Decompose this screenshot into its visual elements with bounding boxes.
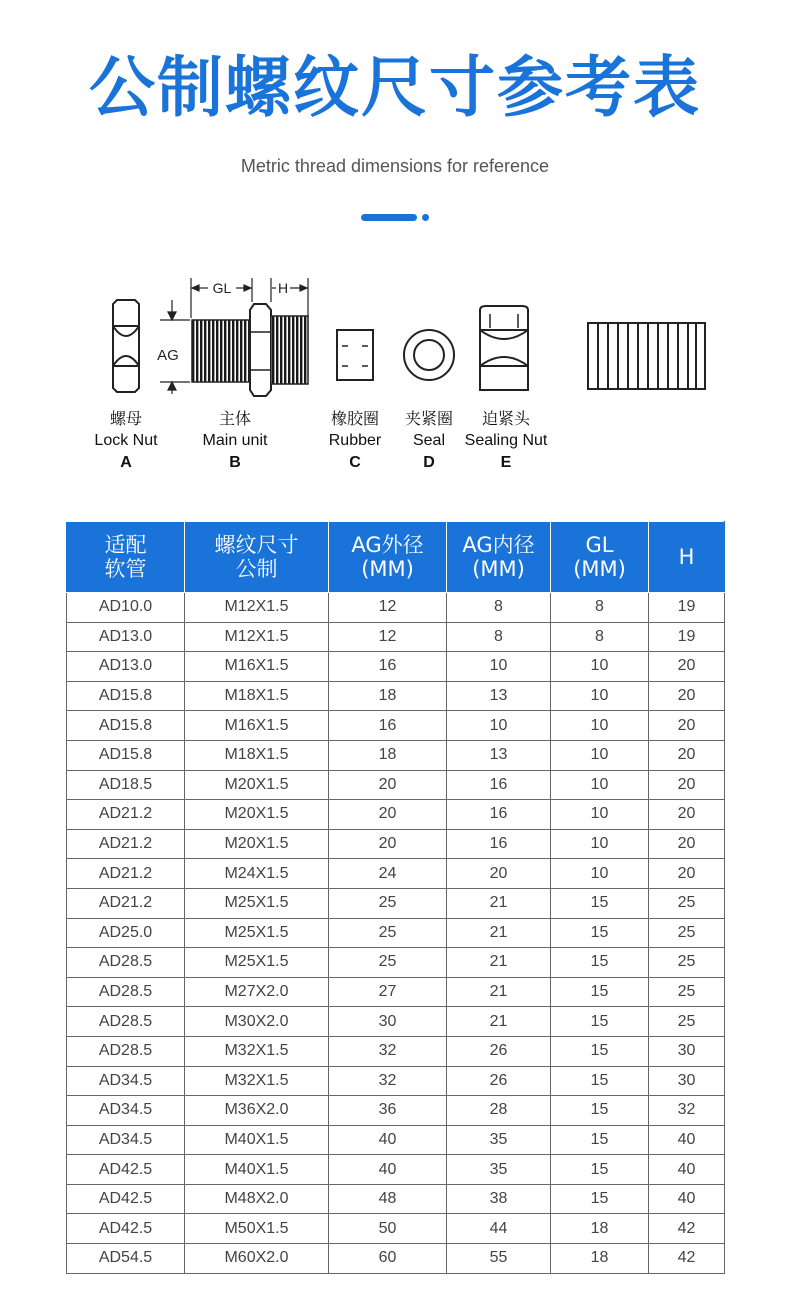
cell-ag-outer: 50 (329, 1214, 447, 1244)
cell-h: 42 (649, 1244, 725, 1274)
cell-gl: 10 (551, 711, 649, 741)
cell-gl: 15 (551, 1125, 649, 1155)
sealing-nut-drawing (480, 306, 528, 390)
cell-thread: M25X1.5 (185, 948, 329, 978)
cell-thread: M20X1.5 (185, 829, 329, 859)
cell-ag-outer: 12 (329, 622, 447, 652)
part-letter: D (423, 454, 435, 471)
cell-gl: 15 (551, 888, 649, 918)
cell-gl: 18 (551, 1214, 649, 1244)
part-label-rubber (320, 408, 390, 474)
cell-h: 25 (649, 977, 725, 1007)
cell-ag-outer: 20 (329, 800, 447, 830)
part-en: Lock Nut (94, 432, 158, 449)
cell-h: 20 (649, 740, 725, 770)
part-label-seal (396, 408, 462, 474)
cell-thread: M27X2.0 (185, 977, 329, 1007)
table-row (67, 1125, 725, 1155)
table-row (67, 977, 725, 1007)
header-ag-outer: AG外径 (MM) (329, 522, 447, 593)
cell-ag-inner: 35 (447, 1155, 551, 1185)
cell-hose: AD10.0 (67, 593, 185, 623)
cell-hose: AD34.5 (67, 1096, 185, 1126)
cell-ag-inner: 21 (447, 948, 551, 978)
part-cn: 夹紧圈 (404, 409, 453, 428)
cell-ag-inner: 26 (447, 1066, 551, 1096)
cell-thread: M12X1.5 (185, 622, 329, 652)
cell-hose: AD28.5 (67, 948, 185, 978)
cell-ag-outer: 36 (329, 1096, 447, 1126)
cell-ag-inner: 21 (447, 918, 551, 948)
divider-bar (361, 214, 417, 221)
thread-spec-table (66, 521, 725, 1274)
cell-ag-inner: 55 (447, 1244, 551, 1274)
cell-hose: AD15.8 (67, 681, 185, 711)
part-en: Seal (412, 432, 446, 449)
cell-ag-inner: 35 (447, 1125, 551, 1155)
cell-hose: AD28.5 (67, 977, 185, 1007)
cell-thread: M16X1.5 (185, 652, 329, 682)
cell-gl: 10 (551, 800, 649, 830)
part-letter: B (229, 454, 241, 471)
table-row (67, 1214, 725, 1244)
cell-ag-outer: 16 (329, 652, 447, 682)
cell-ag-inner: 16 (447, 829, 551, 859)
cell-h: 19 (649, 622, 725, 652)
cell-ag-inner: 8 (447, 622, 551, 652)
lock-nut-drawing (113, 300, 139, 392)
cell-ag-inner: 16 (447, 770, 551, 800)
table-row (67, 770, 725, 800)
cell-ag-outer: 40 (329, 1155, 447, 1185)
cell-thread: M32X1.5 (185, 1066, 329, 1096)
cell-ag-inner: 13 (447, 681, 551, 711)
part-label-lock-nut (86, 408, 166, 474)
cell-gl: 15 (551, 1007, 649, 1037)
cell-gl: 15 (551, 977, 649, 1007)
cell-ag-outer: 32 (329, 1036, 447, 1066)
cell-thread: M36X2.0 (185, 1096, 329, 1126)
cell-ag-outer: 60 (329, 1244, 447, 1274)
cell-h: 20 (649, 859, 725, 889)
cell-h: 20 (649, 652, 725, 682)
cell-h: 25 (649, 948, 725, 978)
cell-ag-inner: 10 (447, 711, 551, 741)
cell-ag-outer: 27 (329, 977, 447, 1007)
cell-ag-inner: 8 (447, 593, 551, 623)
part-cn: 迫紧头 (481, 409, 530, 428)
cell-ag-inner: 20 (447, 859, 551, 889)
cell-gl: 15 (551, 1096, 649, 1126)
cell-ag-outer: 40 (329, 1125, 447, 1155)
cell-h: 30 (649, 1036, 725, 1066)
header-gl: GL (MM) (551, 522, 649, 593)
cell-gl: 10 (551, 652, 649, 682)
cell-ag-inner: 16 (447, 800, 551, 830)
cell-ag-inner: 44 (447, 1214, 551, 1244)
cell-thread: M18X1.5 (185, 740, 329, 770)
cell-hose: AD34.5 (67, 1066, 185, 1096)
cell-gl: 8 (551, 593, 649, 623)
cell-thread: M25X1.5 (185, 918, 329, 948)
cell-h: 20 (649, 800, 725, 830)
cell-h: 20 (649, 829, 725, 859)
cell-h: 20 (649, 711, 725, 741)
cell-gl: 10 (551, 829, 649, 859)
cell-h: 40 (649, 1184, 725, 1214)
table-row (67, 1096, 725, 1126)
gl-label: GL (212, 280, 232, 296)
cell-thread: M20X1.5 (185, 770, 329, 800)
cell-thread: M12X1.5 (185, 593, 329, 623)
cell-h: 20 (649, 681, 725, 711)
table-row (67, 711, 725, 741)
cell-ag-inner: 21 (447, 977, 551, 1007)
cell-hose: AD21.2 (67, 859, 185, 889)
cell-h: 32 (649, 1096, 725, 1126)
cell-gl: 15 (551, 918, 649, 948)
cell-ag-outer: 25 (329, 948, 447, 978)
cell-ag-outer: 24 (329, 859, 447, 889)
cell-h: 25 (649, 888, 725, 918)
page-subtitle: Metric thread dimensions for reference (240, 156, 550, 176)
cell-gl: 15 (551, 1184, 649, 1214)
cell-gl: 15 (551, 1066, 649, 1096)
table-row (67, 948, 725, 978)
cell-hose: AD34.5 (67, 1125, 185, 1155)
part-cn: 主体 (218, 409, 251, 428)
cell-h: 20 (649, 770, 725, 800)
header-hose: 适配 软管 (67, 522, 185, 593)
cell-ag-inner: 38 (447, 1184, 551, 1214)
cell-h: 19 (649, 593, 725, 623)
cell-ag-outer: 48 (329, 1184, 447, 1214)
part-label-main-unit (192, 408, 278, 474)
part-letter: C (349, 454, 361, 471)
cell-thread: M60X2.0 (185, 1244, 329, 1274)
cell-hose: AD25.0 (67, 918, 185, 948)
cell-gl: 10 (551, 859, 649, 889)
cell-h: 40 (649, 1125, 725, 1155)
cell-hose: AD28.5 (67, 1036, 185, 1066)
table-row (67, 1007, 725, 1037)
table-row (67, 1184, 725, 1214)
cell-gl: 10 (551, 740, 649, 770)
table-row (67, 888, 725, 918)
cell-thread: M25X1.5 (185, 888, 329, 918)
part-en: Rubber (328, 432, 382, 449)
table-row (67, 1244, 725, 1274)
part-label-sealing-nut (458, 408, 554, 474)
cell-ag-inner: 21 (447, 888, 551, 918)
part-cn: 螺母 (109, 409, 142, 428)
cell-hose: AD21.2 (67, 888, 185, 918)
cell-h: 30 (649, 1066, 725, 1096)
cell-hose: AD28.5 (67, 1007, 185, 1037)
cell-hose: AD18.5 (67, 770, 185, 800)
part-cn: 橡胶圈 (330, 409, 379, 428)
component-diagram (0, 270, 790, 485)
cell-ag-outer: 18 (329, 681, 447, 711)
cell-thread: M40X1.5 (185, 1155, 329, 1185)
cell-gl: 18 (551, 1244, 649, 1274)
table-row (67, 1155, 725, 1185)
cell-ag-inner: 26 (447, 1036, 551, 1066)
cell-hose: AD15.8 (67, 740, 185, 770)
divider-dot (422, 214, 429, 221)
cell-hose: AD15.8 (67, 711, 185, 741)
cell-hose: AD21.2 (67, 829, 185, 859)
header-thread-size: 螺纹尺寸 公制 (185, 522, 329, 593)
table-row (67, 622, 725, 652)
cell-ag-outer: 20 (329, 770, 447, 800)
cell-ag-outer: 25 (329, 918, 447, 948)
header-ag-inner: AG内径 (MM) (447, 522, 551, 593)
cell-h: 42 (649, 1214, 725, 1244)
table-row (67, 740, 725, 770)
part-en: Main unit (202, 432, 268, 449)
cell-thread: M40X1.5 (185, 1125, 329, 1155)
cell-thread: M16X1.5 (185, 711, 329, 741)
cell-gl: 15 (551, 1155, 649, 1185)
cell-hose: AD54.5 (67, 1244, 185, 1274)
table-row (67, 859, 725, 889)
cell-gl: 8 (551, 622, 649, 652)
header-h: H (649, 522, 725, 593)
cell-thread: M50X1.5 (185, 1214, 329, 1244)
cell-ag-outer: 16 (329, 711, 447, 741)
cell-ag-outer: 30 (329, 1007, 447, 1037)
cell-ag-inner: 28 (447, 1096, 551, 1126)
table-row (67, 1066, 725, 1096)
cell-hose: AD13.0 (67, 622, 185, 652)
cell-ag-inner: 10 (447, 652, 551, 682)
main-unit-drawing (192, 304, 308, 396)
cell-gl: 10 (551, 681, 649, 711)
cell-hose: AD21.2 (67, 800, 185, 830)
part-letter: E (500, 454, 512, 471)
table-header-row (67, 522, 725, 593)
cell-hose: AD42.5 (67, 1184, 185, 1214)
seal-ring-drawing (404, 330, 454, 380)
part-en: Sealing Nut (464, 432, 548, 449)
table-body (67, 593, 725, 1274)
table-row (67, 800, 725, 830)
cell-ag-inner: 21 (447, 1007, 551, 1037)
cell-thread: M20X1.5 (185, 800, 329, 830)
cell-h: 25 (649, 1007, 725, 1037)
cell-hose: AD13.0 (67, 652, 185, 682)
cell-hose: AD42.5 (67, 1155, 185, 1185)
part-letter: A (120, 454, 132, 471)
cell-thread: M32X1.5 (185, 1036, 329, 1066)
cell-ag-outer: 20 (329, 829, 447, 859)
cell-ag-outer: 12 (329, 593, 447, 623)
table-row (67, 652, 725, 682)
table-row (67, 593, 725, 623)
cell-ag-outer: 18 (329, 740, 447, 770)
cell-thread: M48X2.0 (185, 1184, 329, 1214)
cell-thread: M30X2.0 (185, 1007, 329, 1037)
cell-thread: M24X1.5 (185, 859, 329, 889)
cell-gl: 15 (551, 948, 649, 978)
cell-thread: M18X1.5 (185, 681, 329, 711)
table-row (67, 1036, 725, 1066)
cell-ag-outer: 32 (329, 1066, 447, 1096)
cell-ag-outer: 25 (329, 888, 447, 918)
corrugated-hose-drawing (588, 323, 705, 389)
cell-h: 40 (649, 1155, 725, 1185)
page-title: 公制螺纹尺寸参考表 (89, 49, 701, 126)
rubber-ring-drawing (337, 330, 373, 380)
h-label: H (277, 280, 289, 296)
table-row (67, 829, 725, 859)
cell-ag-inner: 13 (447, 740, 551, 770)
cell-gl: 15 (551, 1036, 649, 1066)
ag-label: AG (157, 347, 179, 364)
cell-gl: 10 (551, 770, 649, 800)
table-row (67, 681, 725, 711)
diagram-drawing (0, 270, 790, 400)
cell-hose: AD42.5 (67, 1214, 185, 1244)
table-row (67, 918, 725, 948)
cell-h: 25 (649, 918, 725, 948)
